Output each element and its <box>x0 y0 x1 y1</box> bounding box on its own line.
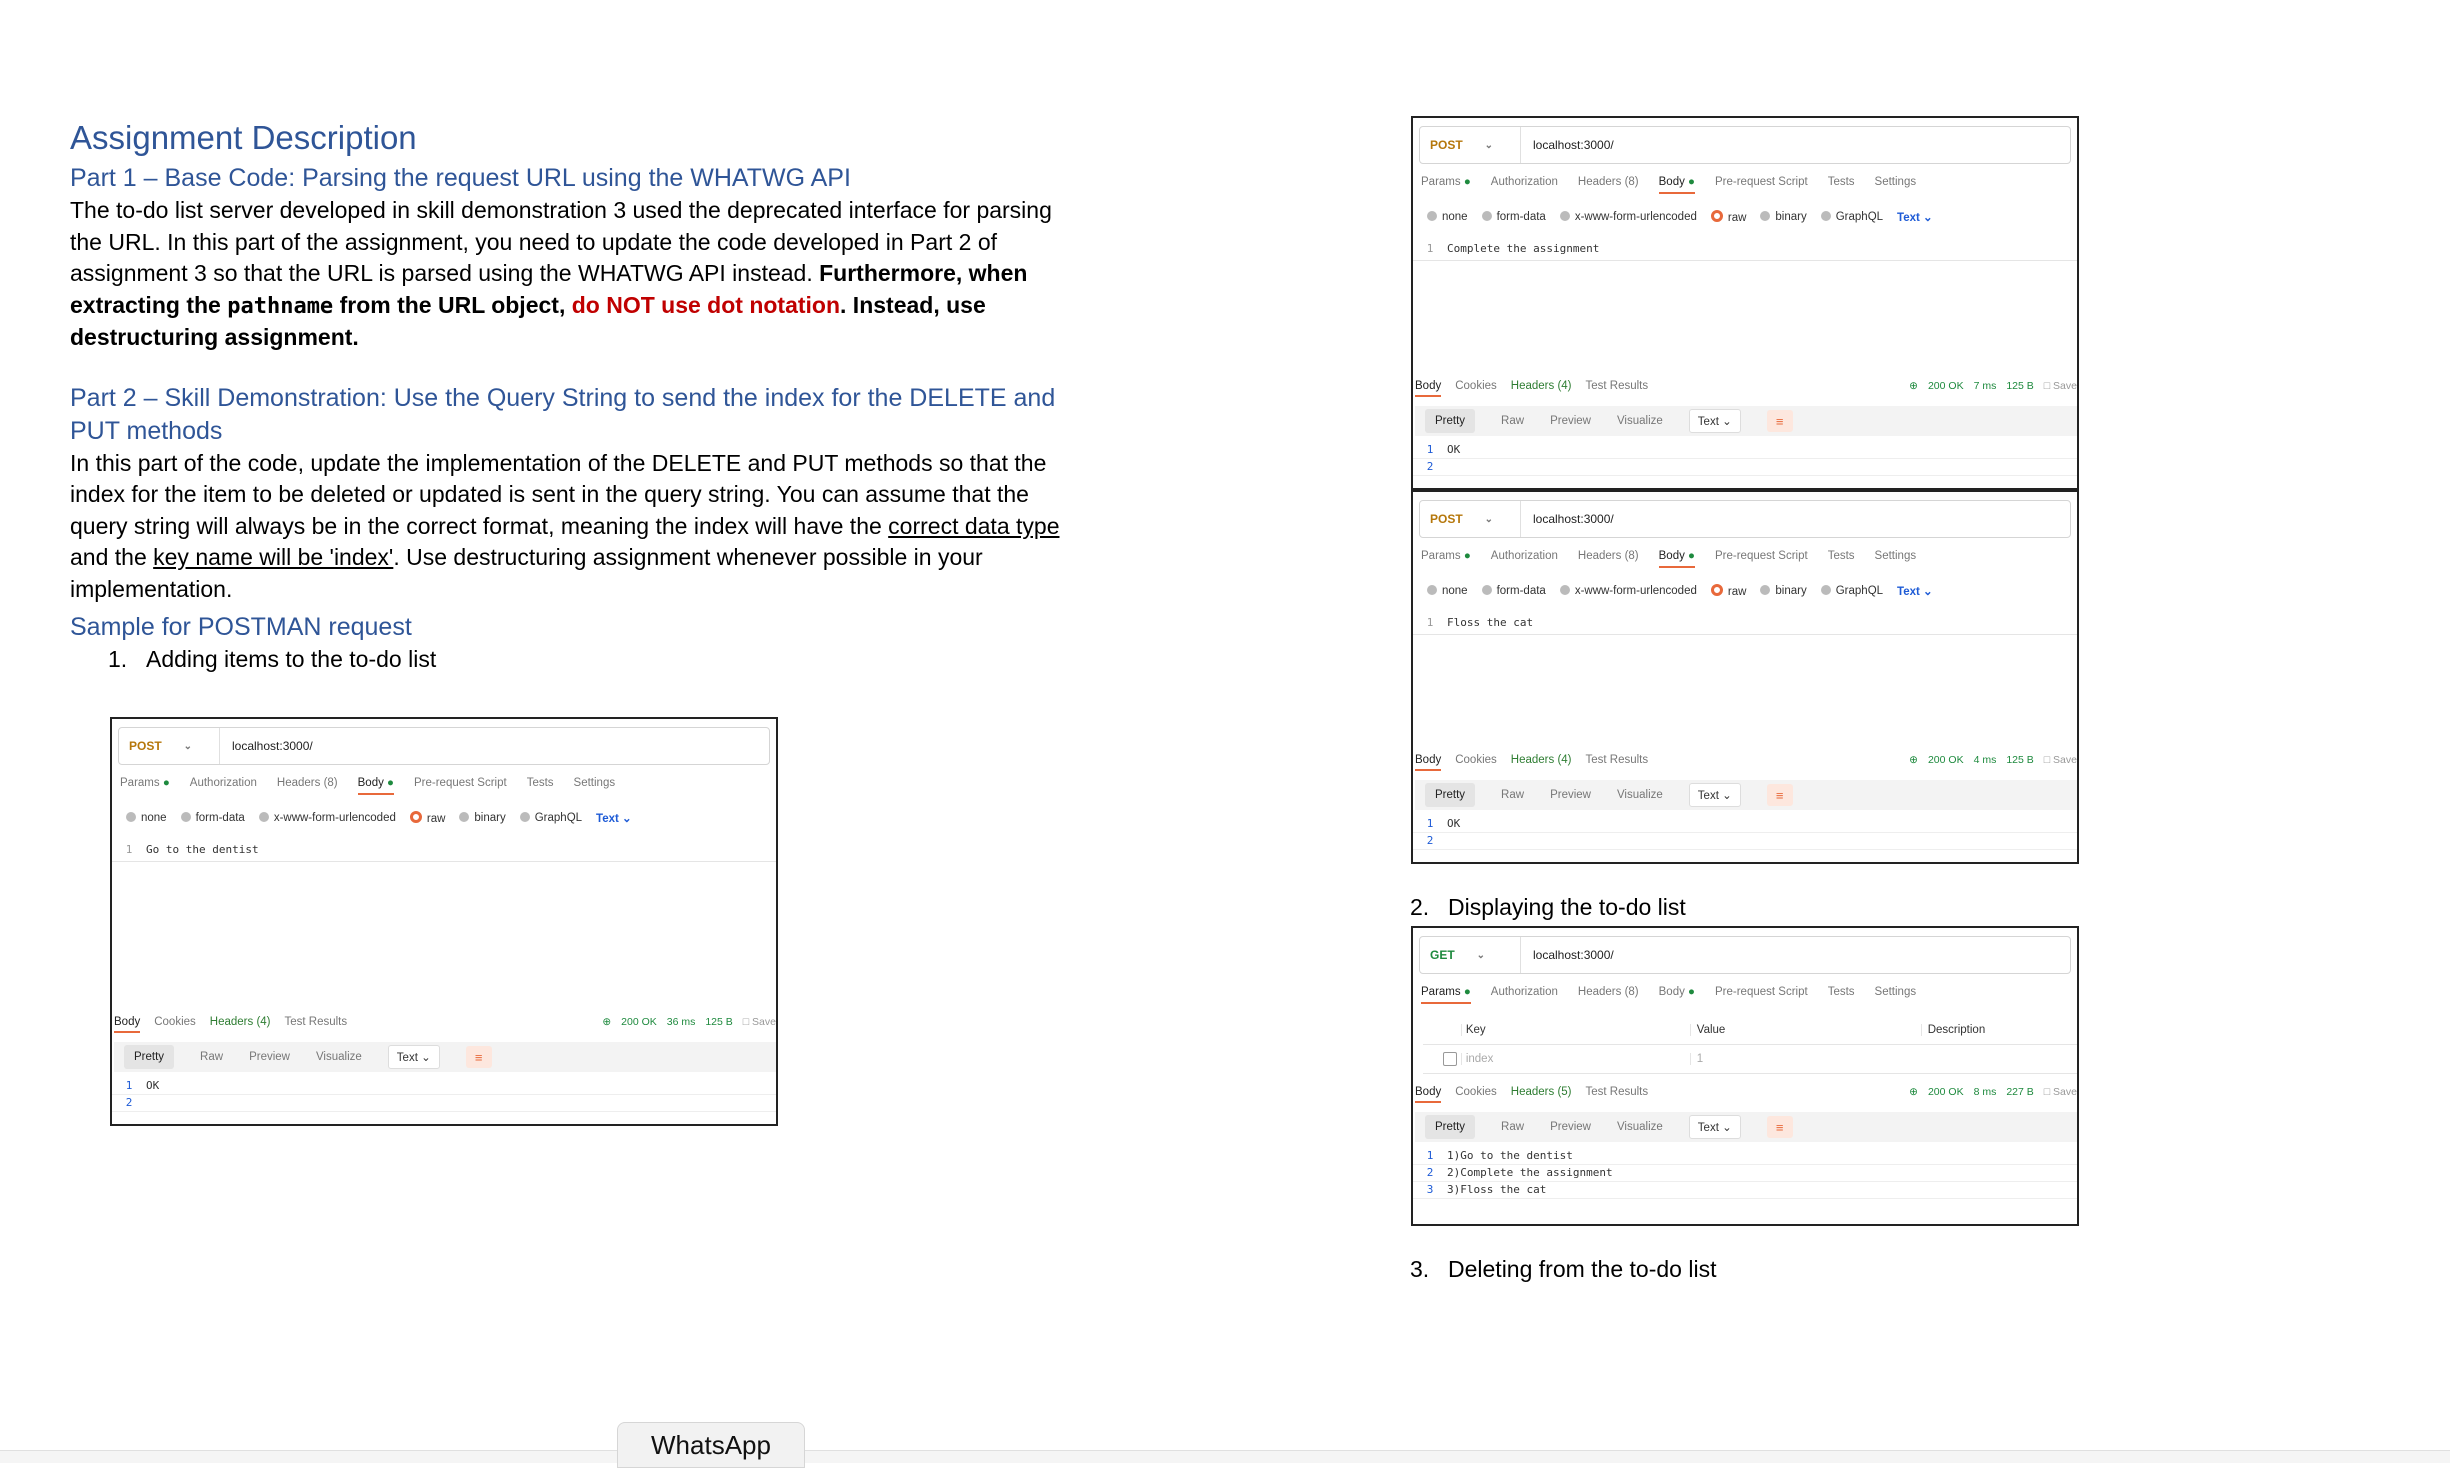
line-number: 1 <box>1426 1149 1434 1162</box>
response-tab-body[interactable]: Body <box>1415 1086 1441 1103</box>
format-pretty[interactable]: Pretty <box>1425 783 1475 807</box>
radio-icon <box>1482 585 1492 595</box>
response-line <box>1413 833 2077 850</box>
line-number: 2 <box>1426 834 1434 847</box>
format-visualize[interactable]: Visualize <box>1616 415 1663 427</box>
method-label: POST <box>129 739 162 753</box>
part2-text-2: and the <box>70 544 154 570</box>
url-bar[interactable] <box>1419 500 2071 538</box>
line-number: 1 <box>125 843 133 856</box>
url-input[interactable]: localhost:3000/ <box>1533 138 1614 152</box>
text-format-select[interactable]: Text ⌄ <box>1897 586 1933 598</box>
tab-tests[interactable]: Tests <box>1827 986 1855 998</box>
format-raw[interactable]: Raw <box>1501 1121 1525 1133</box>
response-body <box>1413 1148 2077 1199</box>
document-body <box>70 112 1080 675</box>
status-dot-icon: ● <box>159 777 170 789</box>
col-key: Key <box>1461 1024 1690 1036</box>
list-item-2 <box>1410 894 1686 921</box>
response-body <box>112 1078 776 1112</box>
response-tabs <box>114 1016 347 1033</box>
response-time: 8 ms <box>1973 1086 1997 1098</box>
tab-settings[interactable]: Settings <box>1874 986 1917 998</box>
tab-authorization[interactable]: Authorization <box>1490 176 1558 188</box>
part1-paragraph <box>70 195 1080 354</box>
radio-icon <box>1711 210 1723 222</box>
response-text: 3)Floss the cat <box>1447 1183 1547 1196</box>
param-row[interactable] <box>1423 1045 2077 1074</box>
radio-icon <box>1427 211 1437 221</box>
response-format-bar <box>1415 780 2077 810</box>
response-line <box>1413 1148 2077 1165</box>
response-status <box>602 1016 776 1028</box>
response-text-select[interactable]: Text ⌄ <box>1689 409 1741 433</box>
method-label: POST <box>1430 138 1463 152</box>
radio-icon <box>1760 211 1770 221</box>
method-select[interactable] <box>1420 127 1521 163</box>
body-text: Go to the dentist <box>146 843 259 856</box>
response-tab-body[interactable]: Body <box>1415 380 1441 397</box>
line-number: 1 <box>1426 443 1434 456</box>
format-preview[interactable]: Preview <box>1550 789 1591 801</box>
line-number: 2 <box>125 1096 133 1109</box>
tab-body[interactable]: Body ● <box>1659 550 1695 568</box>
line-number: 1 <box>1426 616 1434 629</box>
status-dot-icon: ● <box>1684 986 1695 998</box>
postman-screenshot-get <box>1411 926 2079 1226</box>
radio-icon <box>520 812 530 822</box>
request-tabs <box>120 777 615 795</box>
response-text: OK <box>1447 817 1461 830</box>
status-code: 200 OK <box>1927 1086 1964 1098</box>
response-status <box>1909 380 2077 392</box>
part2-text-3: . Use destructuring assignment whenever possible in your implementation. <box>70 544 983 602</box>
radio-icon <box>1821 211 1831 221</box>
radio-GraphQL[interactable]: GraphQL <box>520 812 582 824</box>
radio-icon <box>1482 211 1492 221</box>
save-button[interactable]: □ Save <box>742 1016 776 1028</box>
radio-raw[interactable]: raw <box>410 811 446 825</box>
response-text: 2)Complete the assignment <box>1447 1166 1613 1179</box>
text-format-select[interactable]: Text ⌄ <box>1897 212 1933 224</box>
status-code: 200 OK <box>1927 754 1964 766</box>
params-table <box>1423 1016 2077 1074</box>
taskbar <box>0 1450 2450 1463</box>
response-tabs <box>1415 754 1648 771</box>
response-line <box>1413 459 2077 476</box>
radio-form-data[interactable]: form-data <box>1482 211 1546 223</box>
tab-settings[interactable]: Settings <box>1874 176 1917 188</box>
tab-settings[interactable]: Settings <box>1874 550 1917 562</box>
body-editor[interactable] <box>1413 616 2077 635</box>
col-value: Value <box>1690 1024 1921 1036</box>
format-preview[interactable]: Preview <box>1550 1121 1591 1133</box>
body-type-options <box>1427 210 1933 224</box>
line-number: 1 <box>125 1079 133 1092</box>
format-visualize[interactable]: Visualize <box>1616 1121 1663 1133</box>
line-number: 1 <box>1426 242 1434 255</box>
list-number: 2. <box>1410 894 1430 920</box>
response-text: OK <box>1447 443 1461 456</box>
status-code: 200 OK <box>1927 380 1964 392</box>
body-editor[interactable] <box>112 843 776 862</box>
response-text: OK <box>146 1079 160 1092</box>
chevron-down-icon[interactable]: ⌄ <box>1484 139 1494 151</box>
tab-headers[interactable]: Headers (8) <box>1577 986 1639 998</box>
part1-heading: Part 1 – Base Code: Parsing the request URL using the WHATWG API <box>70 164 851 192</box>
format-preview[interactable]: Preview <box>249 1051 290 1063</box>
line-number: 2 <box>1426 460 1434 473</box>
response-text-select[interactable]: Text ⌄ <box>388 1045 440 1069</box>
radio-icon <box>410 811 422 823</box>
response-size: 227 B <box>2006 1086 2034 1098</box>
status-dot-icon: ● <box>1460 986 1471 998</box>
response-line <box>1413 442 2077 459</box>
radio-none[interactable]: none <box>126 812 167 824</box>
part1-code: pathname <box>227 293 334 319</box>
status-code: 200 OK <box>621 1016 657 1028</box>
radio-form-data[interactable]: form-data <box>181 812 245 824</box>
radio-GraphQL[interactable]: GraphQL <box>1821 211 1883 223</box>
tab-authorization[interactable]: Authorization <box>189 777 257 789</box>
response-tab-headers[interactable]: Headers (5) <box>1510 1086 1572 1098</box>
tab-pre-request[interactable]: Pre-request Script <box>1715 550 1808 562</box>
chevron-down-icon[interactable]: ⌄ <box>183 740 193 752</box>
body-type-options <box>126 811 632 825</box>
format-raw[interactable]: Raw <box>1501 415 1525 427</box>
response-size: 125 B <box>2006 380 2034 392</box>
response-time: 7 ms <box>1973 380 1997 392</box>
postman-screenshot-add-1 <box>110 717 778 1126</box>
tab-authorization[interactable]: Authorization <box>1490 550 1558 562</box>
radio-form-data[interactable]: form-data <box>1482 585 1546 597</box>
response-text-select[interactable]: Text ⌄ <box>1689 783 1741 807</box>
body-text: Floss the cat <box>1447 616 1534 629</box>
text-format-select[interactable]: Text ⌄ <box>596 813 632 825</box>
radio-icon <box>1560 585 1570 595</box>
radio-icon <box>181 812 191 822</box>
response-time: 36 ms <box>666 1016 696 1028</box>
response-time: 4 ms <box>1973 754 1997 766</box>
response-tab-test[interactable]: Test Results <box>1585 1086 1649 1098</box>
page-title: Assignment Description <box>70 119 417 156</box>
tab-tests[interactable]: Tests <box>1827 176 1855 188</box>
wrap-lines-icon[interactable]: ≡ <box>1767 784 1793 806</box>
tab-body[interactable]: Body ● <box>1658 986 1695 998</box>
radio-binary[interactable]: binary <box>459 812 505 824</box>
method-select[interactable] <box>119 728 220 764</box>
list-number: 3. <box>1410 1256 1430 1282</box>
tab-body[interactable]: Body ● <box>358 777 394 795</box>
save-button[interactable]: □ Save <box>2043 380 2077 392</box>
globe-icon[interactable]: ⊕ <box>1909 1086 1918 1098</box>
postman-screenshot-add-3 <box>1411 490 2079 864</box>
chevron-down-icon[interactable]: ⌄ <box>1476 949 1486 961</box>
save-button[interactable]: □ Save <box>2043 754 2077 766</box>
tab-headers[interactable]: Headers (8) <box>1577 550 1639 562</box>
tab-authorization[interactable]: Authorization <box>1490 986 1558 998</box>
tab-tests[interactable]: Tests <box>1827 550 1855 562</box>
wrap-lines-icon[interactable]: ≡ <box>466 1046 492 1068</box>
radio-raw[interactable]: raw <box>1711 210 1747 224</box>
tab-params[interactable]: Params ● <box>1421 986 1471 1004</box>
tab-pre-request[interactable]: Pre-request Script <box>414 777 507 789</box>
params-header <box>1423 1016 2077 1045</box>
response-line <box>1413 816 2077 833</box>
format-raw[interactable]: Raw <box>1501 789 1525 801</box>
list-number: 1. <box>108 646 128 672</box>
part1-bold-2: from the URL object, <box>333 291 572 318</box>
status-dot-icon: ● <box>1684 550 1695 562</box>
response-body <box>1413 816 2077 850</box>
method-select[interactable] <box>1420 937 1521 973</box>
response-tab-body[interactable]: Body <box>114 1016 140 1033</box>
globe-icon[interactable]: ⊕ <box>1909 380 1918 392</box>
url-bar[interactable] <box>118 727 770 765</box>
response-tab-cookies[interactable]: Cookies <box>1455 380 1497 392</box>
response-format-bar <box>1415 1112 2077 1142</box>
tab-headers[interactable]: Headers (8) <box>1577 176 1639 188</box>
param-key[interactable]: index <box>1461 1053 1690 1065</box>
response-tab-cookies[interactable]: Cookies <box>154 1016 196 1028</box>
radio-none[interactable]: none <box>1427 211 1468 223</box>
format-visualize[interactable]: Visualize <box>1616 789 1663 801</box>
radio-icon <box>1427 585 1437 595</box>
response-tab-headers[interactable]: Headers (4) <box>1510 380 1572 392</box>
status-dot-icon: ● <box>1460 176 1471 188</box>
response-tab-headers[interactable]: Headers (4) <box>209 1016 271 1028</box>
checkbox-col <box>1423 1052 1461 1066</box>
response-size: 125 B <box>2006 754 2034 766</box>
request-tabs <box>1421 176 1916 194</box>
url-input[interactable]: localhost:3000/ <box>232 739 313 753</box>
line-number: 2 <box>1426 1166 1434 1179</box>
part2-text: In this part of the code, update the implementation of the DELETE and PUT methods so that the index for the item to be deleted or updated is sent in the query string. You can assume that the query string will always be in the correct format, meaning the index will have the <box>70 449 1047 539</box>
radio-icon <box>1711 584 1723 596</box>
response-tab-cookies[interactable]: Cookies <box>1455 754 1497 766</box>
response-line <box>112 1095 776 1112</box>
tab-pre-request[interactable]: Pre-request Script <box>1715 986 1808 998</box>
part1-bold: Furthermore, when extracting the <box>70 260 1028 318</box>
chevron-down-icon[interactable]: ⌄ <box>1484 513 1494 525</box>
list-text: Deleting from the to-do list <box>1448 1256 1717 1282</box>
part1-warning: do NOT use dot notation <box>571 291 841 318</box>
request-tabs <box>1421 986 1916 1004</box>
status-dot-icon: ● <box>1684 176 1695 188</box>
radio-x-www-form-urlencoded[interactable]: x-www-form-urlencoded <box>259 812 396 824</box>
url-input[interactable]: localhost:3000/ <box>1533 948 1614 962</box>
status-dot-icon: ● <box>383 777 394 789</box>
param-value[interactable]: 1 <box>1690 1053 1921 1065</box>
response-body <box>1413 442 2077 476</box>
col-description: Description <box>1921 1024 2077 1036</box>
tab-params[interactable]: Params ● <box>120 777 170 789</box>
tab-pre-request[interactable]: Pre-request Script <box>1715 176 1808 188</box>
tab-settings[interactable]: Settings <box>573 777 616 789</box>
radio-icon <box>1821 585 1831 595</box>
response-text-select[interactable]: Text ⌄ <box>1689 1115 1741 1139</box>
response-tab-body[interactable]: Body <box>1415 754 1441 771</box>
tab-tests[interactable]: Tests <box>526 777 554 789</box>
tab-params[interactable]: Params ● <box>1421 176 1471 188</box>
radio-icon <box>259 812 269 822</box>
response-tab-test[interactable]: Test Results <box>1585 380 1649 392</box>
request-tabs <box>1421 550 1916 568</box>
response-tab-test[interactable]: Test Results <box>1585 754 1649 766</box>
taskbar-whatsapp-button[interactable]: WhatsApp <box>617 1422 805 1468</box>
response-format-bar <box>114 1042 776 1072</box>
url-bar[interactable] <box>1419 936 2071 974</box>
method-label: POST <box>1430 512 1463 526</box>
radio-icon <box>459 812 469 822</box>
radio-none[interactable]: none <box>1427 585 1468 597</box>
response-status <box>1909 754 2077 766</box>
format-preview[interactable]: Preview <box>1550 415 1591 427</box>
response-text: 1)Go to the dentist <box>1447 1149 1573 1162</box>
list-item-1 <box>108 644 1080 675</box>
radio-icon <box>1560 211 1570 221</box>
body-text: Complete the assignment <box>1447 242 1600 255</box>
part1-text: The to-do list server developed in skill demonstration 3 used the deprecated interface for parsing the URL. In this part of the assignment, you need to update the code developed in Part 2 of assignment 3 so that the URL is parsed using the WHATWG API instead. <box>70 197 1052 286</box>
radio-raw[interactable]: raw <box>1711 584 1747 598</box>
tab-headers[interactable]: Headers (8) <box>276 777 338 789</box>
radio-binary[interactable]: binary <box>1760 585 1806 597</box>
body-editor[interactable] <box>1413 242 2077 261</box>
response-line <box>1413 1182 2077 1199</box>
response-status <box>1909 1086 2077 1098</box>
part1-bold-3: . Instead, use destructuring assignment. <box>70 291 986 350</box>
status-dot-icon: ● <box>1460 550 1471 562</box>
line-number: 3 <box>1426 1183 1434 1196</box>
response-tab-headers[interactable]: Headers (4) <box>1510 754 1572 766</box>
format-visualize[interactable]: Visualize <box>315 1051 362 1063</box>
response-format-bar <box>1415 406 2077 436</box>
response-line <box>1413 1165 2077 1182</box>
response-tabs <box>1415 1086 1648 1103</box>
response-size: 125 B <box>705 1016 733 1028</box>
sample-heading: Sample for POSTMAN request <box>70 613 412 641</box>
wrap-lines-icon[interactable]: ≡ <box>1767 410 1793 432</box>
list-item-3 <box>1410 1256 1716 1283</box>
radio-icon <box>1760 585 1770 595</box>
radio-x-www-form-urlencoded[interactable]: x-www-form-urlencoded <box>1560 211 1697 223</box>
method-label: GET <box>1430 948 1455 962</box>
part2-paragraph <box>70 448 1080 606</box>
globe-icon[interactable]: ⊕ <box>602 1016 612 1028</box>
save-button[interactable]: □ Save <box>2043 1086 2077 1098</box>
format-pretty[interactable]: Pretty <box>1425 1115 1475 1139</box>
radio-x-www-form-urlencoded[interactable]: x-www-form-urlencoded <box>1560 585 1697 597</box>
format-raw[interactable]: Raw <box>200 1051 224 1063</box>
wrap-lines-icon[interactable]: ≡ <box>1767 1116 1793 1138</box>
radio-binary[interactable]: binary <box>1760 211 1806 223</box>
line-number: 1 <box>1426 817 1434 830</box>
param-checkbox[interactable] <box>1443 1052 1457 1066</box>
url-bar[interactable] <box>1419 126 2071 164</box>
postman-screenshot-add-2 <box>1411 116 2079 490</box>
list-text: Displaying the to-do list <box>1448 894 1686 920</box>
body-type-options <box>1427 584 1933 598</box>
radio-icon <box>126 812 136 822</box>
format-pretty[interactable]: Pretty <box>1425 409 1475 433</box>
method-select[interactable] <box>1420 501 1521 537</box>
format-pretty[interactable]: Pretty <box>124 1045 174 1069</box>
radio-GraphQL[interactable]: GraphQL <box>1821 585 1883 597</box>
tab-params[interactable]: Params ● <box>1421 550 1471 562</box>
response-tab-cookies[interactable]: Cookies <box>1455 1086 1497 1098</box>
part2-underline-1: correct data type <box>888 512 1060 539</box>
part2-underline-2: key name will be 'index' <box>153 544 394 570</box>
part2-heading: Part 2 – Skill Demonstration: Use the Query String to send the index for the DELETE and PUT methods <box>70 383 1056 445</box>
list-text: Adding items to the to-do list <box>146 646 437 672</box>
response-line <box>112 1078 776 1095</box>
response-tabs <box>1415 380 1648 397</box>
tab-body[interactable]: Body ● <box>1659 176 1695 194</box>
response-tab-test[interactable]: Test Results <box>284 1016 348 1028</box>
globe-icon[interactable]: ⊕ <box>1909 754 1918 766</box>
url-input[interactable]: localhost:3000/ <box>1533 512 1614 526</box>
